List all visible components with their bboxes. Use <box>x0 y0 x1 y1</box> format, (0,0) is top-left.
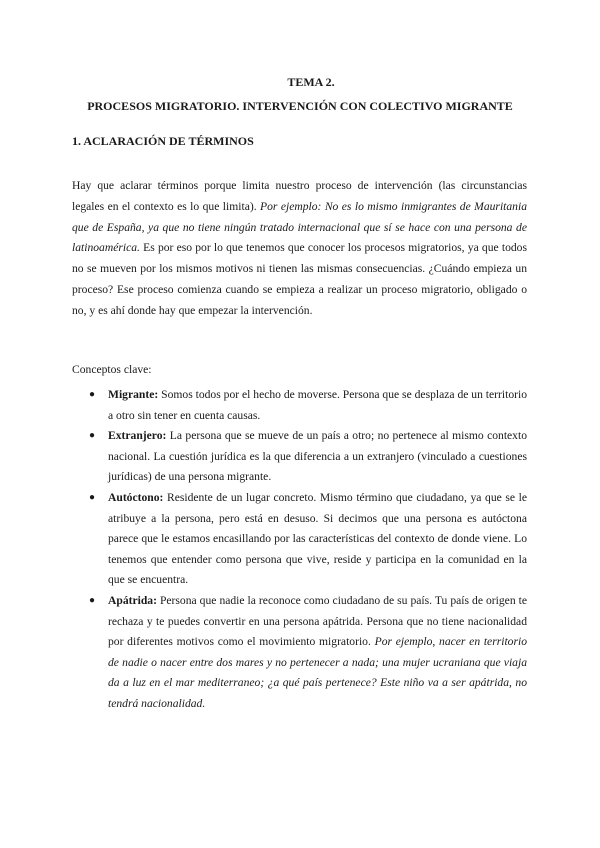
concept-item-apatrida <box>72 591 527 715</box>
section-heading: 1. ACLARACIÓN DE TÉRMINOS <box>72 134 254 148</box>
bullet-icon: ● <box>89 430 96 442</box>
concept-definition: Somos todos por el hecho de moverse. Persona que se desplaza de un territorio a otro sin tener en cuenta causas. <box>108 388 527 422</box>
concept-term: Apátrida: <box>108 593 157 607</box>
concept-item-extranjero <box>72 426 527 488</box>
bullet-icon: ● <box>89 491 96 503</box>
intro-example: Por ejemplo: No es lo mismo inmigrantes de Mauritania que de España, ya que no tiene ningún tratado internacional que sí se hace con una persona de latinoamérica. <box>72 199 527 255</box>
intro-paragraph <box>72 176 527 322</box>
concept-term: Migrante: <box>108 388 159 401</box>
intro-text-end: Es por eso por lo que tenemos que conocer los procesos migratorios, ya que todos no se mueven por los mismos motivos ni tienen las mismas consecuencias. ¿Cuándo empieza un proceso? Ese proceso comienza cuando se empieza a realizar un proceso migratorio, obligado o no, y es ahí donde hay que empezar la intervención. <box>72 241 527 317</box>
bullet-icon: ● <box>89 594 96 606</box>
title-topic-name: PROCESOS MIGRATORIO. INTERVENCIÓN CON COLECTIVO MIGRANTE <box>87 99 513 113</box>
concept-item-autoctono <box>72 488 527 591</box>
bullet-icon: ● <box>89 389 96 400</box>
concept-definition: Residente de un lugar concreto. Mismo término que ciudadano, ya que se le atribuye a la persona, pero está en desuso. Si decimos que una persona es autóctona parece que le estamos encasillando por las características del contexto de donde viene. Lo tenemos que entender como persona que vive, reside y participa en la comunidad en la que se encuentra. <box>108 490 527 587</box>
concept-definition: Persona que nadie la reconoce como ciudadano de su país. Tu país de origen te rechaza y te puedes convertir en una persona apátrida. Persona que no tiene nacionalidad por diferentes motivos como el movimiento migratorio. <box>108 593 527 649</box>
concept-item-migrante <box>72 385 527 426</box>
document-title <box>0 70 600 118</box>
concept-term: Extranjero: <box>108 429 167 443</box>
concept-list <box>72 385 527 715</box>
intro-text-start: Hay que aclarar términos porque limita nuestro proceso de intervención (las circunstancias legales en el contexto es lo que limita). <box>72 179 527 213</box>
concept-definition: La persona que se mueve de un país a otro; no pertenece al mismo contexto nacional. La cuestión jurídica es la que diferencia a un extranjero (vinculado a cuestiones jurídicas) de una persona migrante. <box>108 429 527 484</box>
title-topic-number: TEMA 2. <box>287 75 335 89</box>
concept-example: Por ejemplo, nacer en territorio de nadie o nacer entre dos mares y no pertenecer a nada; una mujer ucraniana que viaja da a luz en el mar mediterraneo; ¿a qué país pertenece? Este niño va a ser apátrida, no tendrá nacionalidad. <box>108 635 527 710</box>
concepts-label: Conceptos clave: <box>72 363 152 376</box>
concept-term: Autóctono: <box>108 490 164 504</box>
